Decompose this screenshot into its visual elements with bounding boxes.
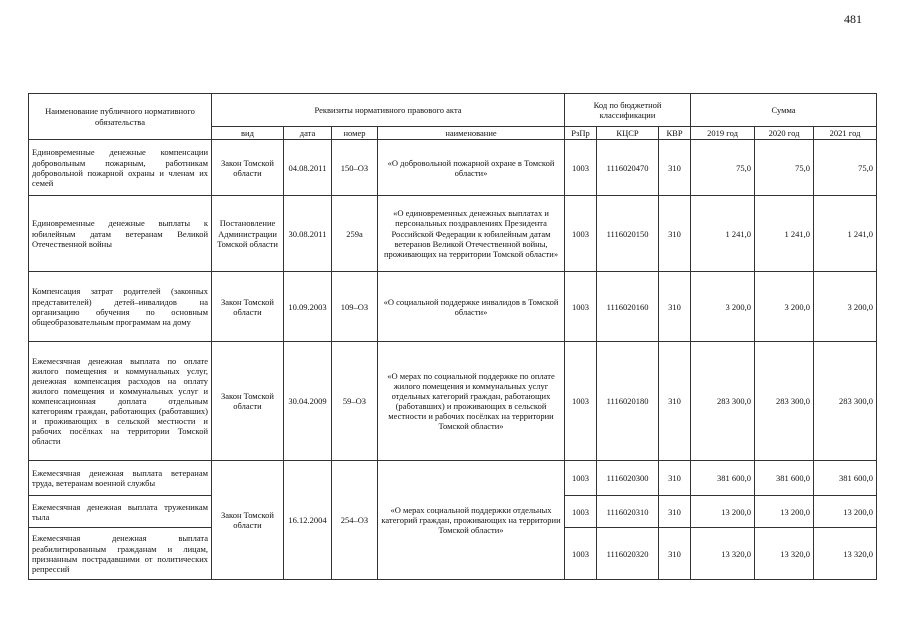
- act-type-cell: Закон Томской области: [212, 461, 284, 580]
- sum-2020-cell: 13 320,0: [755, 528, 814, 580]
- act-type-cell: Закон Томской области: [212, 272, 284, 342]
- kcsr-cell: 1116020310: [597, 496, 659, 528]
- act-name-cell: «О единовременных денежных выплатах и персональных поздравлениях Президента Российской Федерации к юбилейным датам ветеранов Великой Отечественной войны, проживающих на территории Томской области»: [378, 196, 565, 272]
- header-kcsr: КЦСР: [597, 127, 659, 140]
- sum-2020-cell: 75,0: [755, 140, 814, 196]
- kvr-cell: 310: [659, 528, 691, 580]
- table-row: [29, 196, 877, 272]
- act-name-cell: «О мерах по социальной поддержке по оплате жилого помещения и коммунальных услуг отдельных категорий граждан, работающих (работавших) и проживающих в сельской местности и рабочих посёлках на территории Томской области»: [378, 342, 565, 461]
- obligation-cell: Компенсация затрат родителей (законных представителей) детей–инвалидов на организацию обучения по основным общеобразовательным программам на дому: [29, 272, 212, 342]
- sum-2019-cell: 283 300,0: [691, 342, 755, 461]
- act-number-cell: 150–ОЗ: [332, 140, 378, 196]
- rzpr-cell: 1003: [565, 496, 597, 528]
- obligation-cell: Единовременные денежные выплаты к юбилейным датам ветеранам Великой Отечественной войны: [29, 196, 212, 272]
- act-date-cell: 16.12.2004: [284, 461, 332, 580]
- kcsr-cell: 1116020180: [597, 342, 659, 461]
- sum-2021-cell: 283 300,0: [814, 342, 877, 461]
- sum-2020-cell: 3 200,0: [755, 272, 814, 342]
- sum-2019-cell: 3 200,0: [691, 272, 755, 342]
- act-date-cell: 04.08.2011: [284, 140, 332, 196]
- act-type-cell: Закон Томской области: [212, 342, 284, 461]
- table-row: [29, 342, 877, 461]
- kvr-cell: 310: [659, 140, 691, 196]
- sum-2021-cell: 381 600,0: [814, 461, 877, 496]
- sum-2021-cell: 1 241,0: [814, 196, 877, 272]
- sum-2019-cell: 1 241,0: [691, 196, 755, 272]
- rzpr-cell: 1003: [565, 196, 597, 272]
- obligation-cell: Ежемесячная денежная выплата ветеранам труда, ветеранам военной службы: [29, 461, 212, 496]
- header-2019: 2019 год: [691, 127, 755, 140]
- table-row: [29, 461, 877, 496]
- kvr-cell: 310: [659, 461, 691, 496]
- header-sum: Сумма: [691, 94, 877, 127]
- sum-2020-cell: 13 200,0: [755, 496, 814, 528]
- sum-2020-cell: 1 241,0: [755, 196, 814, 272]
- sum-2021-cell: 75,0: [814, 140, 877, 196]
- rzpr-cell: 1003: [565, 342, 597, 461]
- sum-2019-cell: 75,0: [691, 140, 755, 196]
- header-act-name: наименование: [378, 127, 565, 140]
- obligation-cell: Ежемесячная денежная выплата труженикам тыла: [29, 496, 212, 528]
- header-obligation: Наименование публичного нормативного обязательства: [29, 94, 212, 140]
- rzpr-cell: 1003: [565, 140, 597, 196]
- act-number-cell: 259а: [332, 196, 378, 272]
- table-row: [29, 272, 877, 342]
- sum-2021-cell: 3 200,0: [814, 272, 877, 342]
- kcsr-cell: 1116020320: [597, 528, 659, 580]
- act-date-cell: 30.08.2011: [284, 196, 332, 272]
- kcsr-cell: 1116020150: [597, 196, 659, 272]
- obligation-cell: Ежемесячная денежная выплата реабилитированным гражданам и лицам, признанным пострадавшими от политических репрессий: [29, 528, 212, 580]
- rzpr-cell: 1003: [565, 272, 597, 342]
- act-number-cell: 109–ОЗ: [332, 272, 378, 342]
- act-number-cell: 59–ОЗ: [332, 342, 378, 461]
- rzpr-cell: 1003: [565, 461, 597, 496]
- kcsr-cell: 1116020300: [597, 461, 659, 496]
- page-number: 481: [844, 12, 862, 26]
- kcsr-cell: 1116020470: [597, 140, 659, 196]
- header-kvr: КВР: [659, 127, 691, 140]
- header-2021: 2021 год: [814, 127, 877, 140]
- header-2020: 2020 год: [755, 127, 814, 140]
- sum-2020-cell: 283 300,0: [755, 342, 814, 461]
- header-act-date: дата: [284, 127, 332, 140]
- kvr-cell: 310: [659, 496, 691, 528]
- kvr-cell: 310: [659, 342, 691, 461]
- sum-2021-cell: 13 320,0: [814, 528, 877, 580]
- act-name-cell: «О социальной поддержке инвалидов в Томской области»: [378, 272, 565, 342]
- header-code: Код по бюджетной классификации: [565, 94, 691, 127]
- sum-2019-cell: 13 200,0: [691, 496, 755, 528]
- act-type-cell: Закон Томской области: [212, 140, 284, 196]
- rzpr-cell: 1003: [565, 528, 597, 580]
- sum-2021-cell: 13 200,0: [814, 496, 877, 528]
- kvr-cell: 310: [659, 272, 691, 342]
- kcsr-cell: 1116020160: [597, 272, 659, 342]
- sum-2019-cell: 381 600,0: [691, 461, 755, 496]
- table-row: [29, 140, 877, 196]
- act-number-cell: 254–ОЗ: [332, 461, 378, 580]
- act-type-cell: Постановление Администрации Томской области: [212, 196, 284, 272]
- budget-obligations-table: [28, 93, 877, 580]
- header-rzpr: РзПр: [565, 127, 597, 140]
- sum-2020-cell: 381 600,0: [755, 461, 814, 496]
- header-act: Реквизиты нормативного правового акта: [212, 94, 565, 127]
- obligation-cell: Ежемесячная денежная выплата по оплате жилого помещения и коммунальных услуг, денежная компенсация расходов на оплату жилого помещения и коммунальных услуг и компенсационная доплата отдельным категориям граждан, работающих (работавших) и проживающих в сельской местности и рабочих посёлках на территории Томской области: [29, 342, 212, 461]
- act-date-cell: 30.04.2009: [284, 342, 332, 461]
- header-act-type: вид: [212, 127, 284, 140]
- kvr-cell: 310: [659, 196, 691, 272]
- act-date-cell: 10.09.2003: [284, 272, 332, 342]
- act-name-cell: «О мерах социальной поддержки отдельных категорий граждан, проживающих на территории Томской области»: [378, 461, 565, 580]
- header-act-number: номер: [332, 127, 378, 140]
- act-name-cell: «О добровольной пожарной охране в Томской области»: [378, 140, 565, 196]
- obligation-cell: Единовременные денежные компенсации добровольным пожарным, работникам добровольной пожарной охраны и членам их семей: [29, 140, 212, 196]
- sum-2019-cell: 13 320,0: [691, 528, 755, 580]
